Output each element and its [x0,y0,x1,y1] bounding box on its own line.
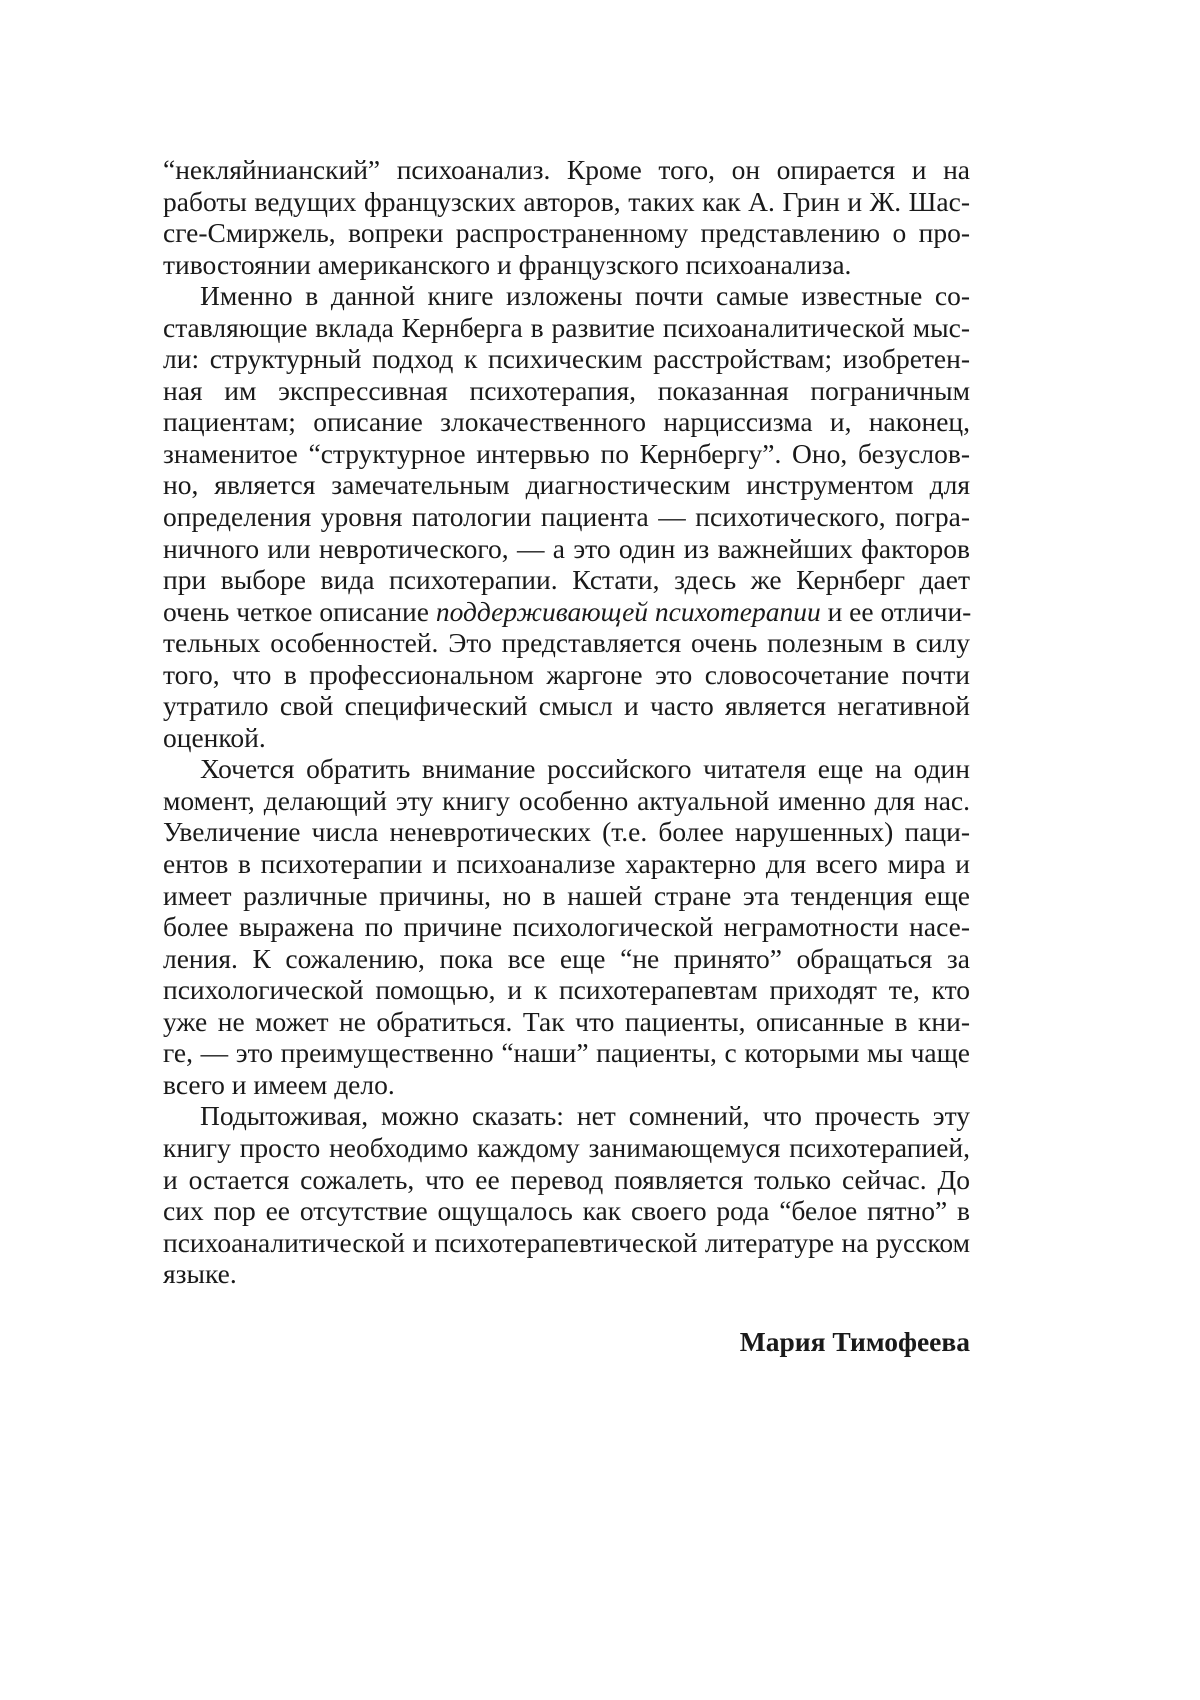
text-line: и остается сожалеть, что ее перевод появляется только сейчас. До [163,1163,970,1195]
author-signature: Мария Тимофеева [739,1326,970,1357]
text-line: языке. [163,1258,237,1290]
text-line: Именно в данной книге изложены почти самые известные со- [200,280,970,312]
text-line: но, является замечательным диагностическим инструментом для [163,469,970,501]
text-line: пациентам; описание злокачественного нарциссизма и, наконец, [163,406,970,438]
body-text [163,154,970,1290]
text-line: психоаналитической и психотерапевтической литературе на русском [163,1226,970,1258]
emphasis: поддерживающей психотерапии [435,595,821,627]
text-line: утратило свой специфический смысл и часто является негативной [163,690,970,722]
text-line: всего и имеем дело. [163,1068,395,1100]
text-line: книгу просто необходимо каждому занимающемуся психотерапией, [163,1131,970,1163]
paragraph [163,280,970,753]
paragraph [163,1100,970,1289]
paragraph [163,154,970,280]
text-line: Увеличение числа неневротических (т.е. более нарушенных) паци- [163,816,970,848]
paragraph [163,753,970,1100]
text-line: более выражена по причине психологической неграмотности насе- [163,911,970,943]
text-line: ничного или невротического, — а это один из важнейших факторов [163,532,970,564]
text-line: ли: структурный подход к психическим расстройствам; изобретен- [163,343,970,375]
text-line: момент, делающий эту книгу особенно актуальной именно для нас. [163,784,970,816]
text-line: ставляющие вклада Кернберга в развитие психоаналитической мыс- [163,311,970,343]
text-line: ная им экспрессивная психотерапия, показанная пограничным [163,374,970,406]
text-line: работы ведущих французских авторов, таких как А. Грин и Ж. Шас- [163,185,970,217]
text-line: того, что в профессиональном жаргоне это словосочетание почти [163,658,970,690]
text-line: имеет различные причины, но в нашей стране эта тенденция еще [163,879,970,911]
text-line: оценкой. [163,721,266,753]
text-line: тивостоянии американского и французского психоанализа. [163,248,852,280]
text-line: сих пор ее отсутствие ощущалось как своего рода “белое пятно” в [163,1195,970,1227]
text-line: Подытоживая, можно сказать: нет сомнений, что прочесть эту [200,1100,970,1132]
text-line: ентов в психотерапии и психоанализе характерно для всего мира и [163,848,970,880]
text-line: сге-Смиржель, вопреки распространенному представлению о про- [163,217,970,249]
text-line: психологической помощью, и к психотерапевтам приходят те, кто [163,974,970,1006]
text-line: тельных особенностей. Это представляется очень полезным в силу [163,627,970,659]
text-line: ге, — это преимущественно “наши” пациенты, с которыми мы чаще [163,1037,970,1069]
text-line: знаменитое “структурное интервью по Кернбергу”. Оно, безуслов- [163,437,970,469]
text-line: уже не может не обратиться. Так что пациенты, описанные в кни- [163,1005,970,1037]
text-line: “некляйнианский” психоанализ. Кроме того, он опирается и на [163,154,970,185]
text-line: Хочется обратить внимание российского читателя еще на один [200,753,970,785]
text-line: при выборе вида психотерапии. Кстати, здесь же Кернберг дает [163,564,970,596]
text-line: определения уровня патологии пациента — психотического, погра- [163,501,970,533]
text-line: очень четкое описание поддерживающей психотерапии и ее отличи- [163,595,972,627]
text-line: ления. К сожалению, пока все еще “не принято” обращаться за [163,942,970,974]
